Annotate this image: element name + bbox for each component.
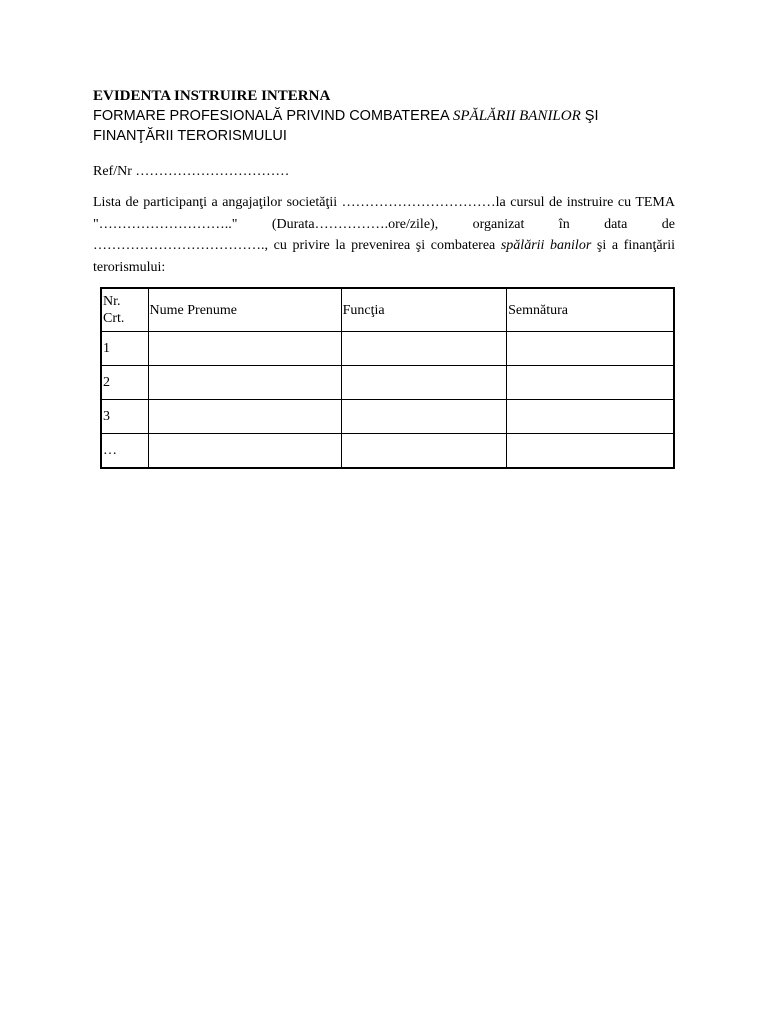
row-name-cell[interactable] bbox=[148, 366, 341, 400]
table-row bbox=[101, 366, 674, 400]
row-signature-cell[interactable] bbox=[507, 366, 674, 400]
reference-number-line: Ref/Nr …………………………… bbox=[93, 164, 290, 179]
intro-text-1: Lista de participanţi a angajaţilor societăţii ……………………………la cursul de instruire cu TEMA "……………………….." (Durata…………….ore/zile), organizat în data de ………………………………., cu privire la prevenirea şi combaterea bbox=[93, 195, 675, 253]
intro-italic-text: spălării banilor bbox=[500, 238, 592, 253]
table-row bbox=[101, 400, 674, 434]
header-functia: Funcţia bbox=[341, 288, 507, 332]
intro-text-2: şi a finanţării terorismului: bbox=[93, 238, 675, 275]
document-page bbox=[93, 86, 675, 458]
subtitle-text-1: FORMARE PROFESIONALĂ PRIVIND COMBATEREA bbox=[93, 108, 453, 124]
intro-paragraph bbox=[93, 192, 675, 278]
subtitle-text-2: ŞI bbox=[580, 108, 599, 124]
row-function-cell[interactable] bbox=[341, 434, 507, 469]
row-nr-cell: 2 bbox=[101, 366, 148, 400]
table-header-row bbox=[101, 288, 674, 332]
row-nr-cell: 3 bbox=[101, 400, 148, 434]
document-subtitle bbox=[93, 106, 675, 146]
subtitle-italic-text: SPĂLĂRII BANILOR bbox=[452, 108, 581, 124]
row-signature-cell[interactable] bbox=[507, 400, 674, 434]
row-nr-cell: 1 bbox=[101, 332, 148, 366]
header-semnatura: Semnătura bbox=[507, 288, 674, 332]
document-title: EVIDENTA INSTRUIRE INTERNA bbox=[93, 88, 331, 104]
row-function-cell[interactable] bbox=[341, 366, 507, 400]
table-row bbox=[101, 434, 674, 469]
participants-table bbox=[100, 287, 675, 469]
row-name-cell[interactable] bbox=[148, 400, 341, 434]
row-function-cell[interactable] bbox=[341, 400, 507, 434]
row-name-cell[interactable] bbox=[148, 332, 341, 366]
row-signature-cell[interactable] bbox=[507, 332, 674, 366]
row-name-cell[interactable] bbox=[148, 434, 341, 469]
header-nume-prenume: Nume Prenume bbox=[148, 288, 341, 332]
header-nr-crt bbox=[101, 288, 148, 332]
header-nr-line1: Nr. bbox=[103, 294, 121, 309]
subtitle-text-line2: FINANŢĂRII TERORISMULUI bbox=[93, 128, 287, 144]
row-nr-cell: … bbox=[101, 434, 148, 469]
table-row bbox=[101, 332, 674, 366]
header-nr-line2: Crt. bbox=[103, 311, 125, 326]
row-function-cell[interactable] bbox=[341, 332, 507, 366]
row-signature-cell[interactable] bbox=[507, 434, 674, 469]
